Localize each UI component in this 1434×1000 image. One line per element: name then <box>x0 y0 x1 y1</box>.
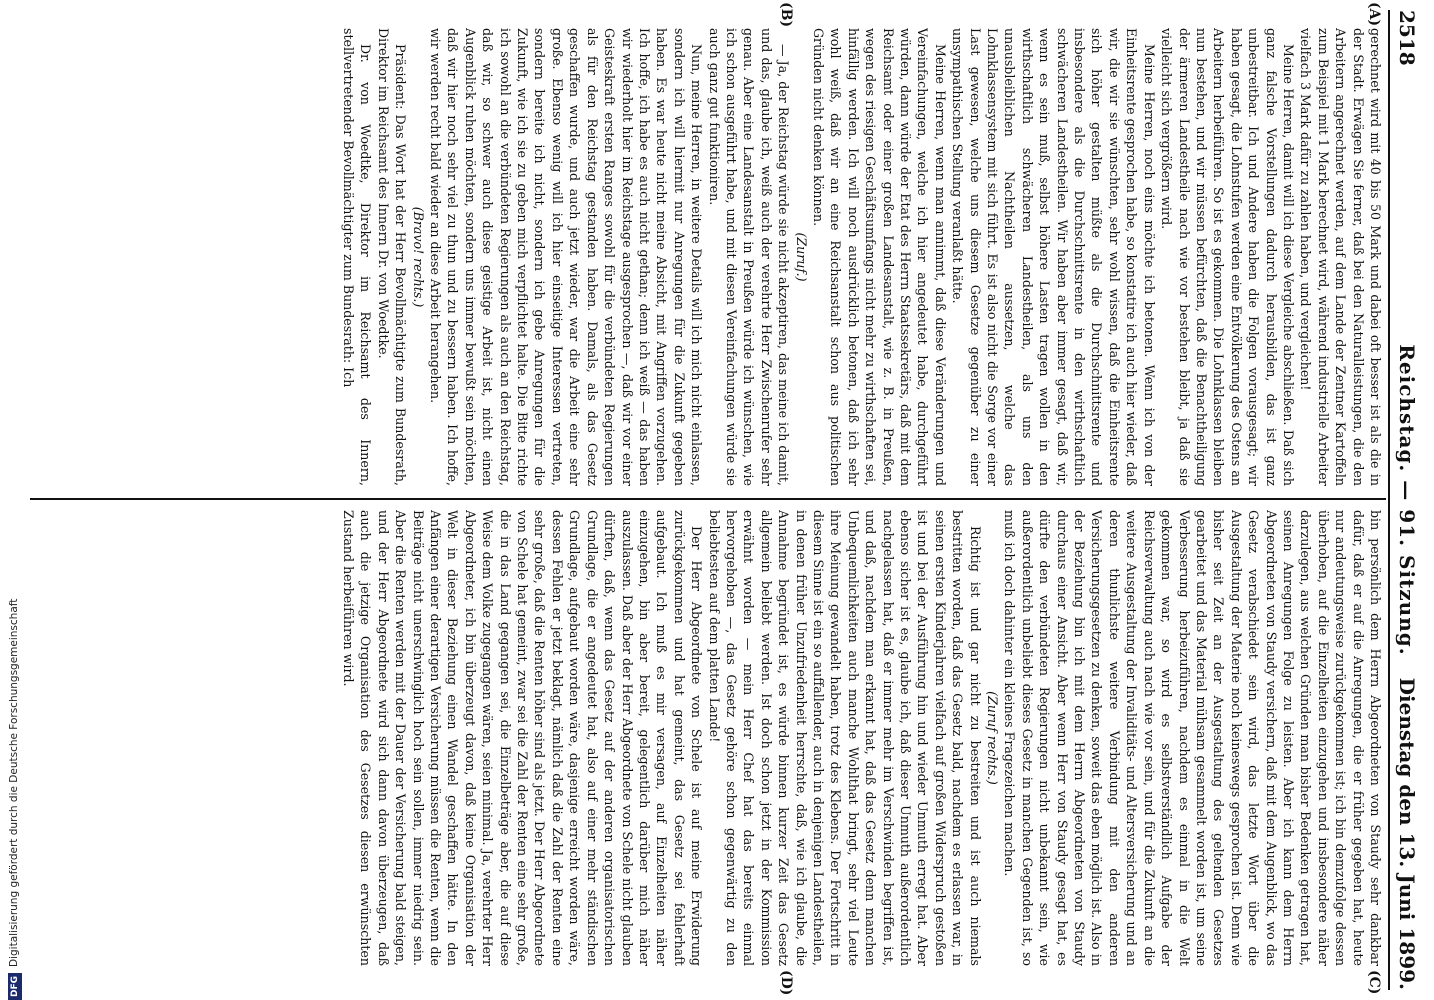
dfg-logo: DFG <box>8 973 22 1000</box>
margin-marker-c: (C) <box>1366 970 1382 995</box>
page-title: Reichstag. — 91. Sitzung. <box>1395 344 1419 656</box>
header-rule <box>1388 10 1390 990</box>
left-column-paragraph: Meine Herren, noch eins möchte ich betonen. Wenn ich von der Einheitsrente gesprochen habe, so konstatire ich auch hier wieder, daß wir, die wir sie wünschten, sehr wohl wissen, daß die Einheitsrente sich höher gestalten müßte als die Durchschnittsrente und insbesondere als die Durchschnittsrente in den wirthschaftlich schwächeren Landestheilen. Wir haben aber immer gesagt, daß wir, wenn es sein muß, selbst höhere Lasten tragen wollen in den wirthschaftlich schwächeren Landestheilen, als uns den unausbleiblichen Nachtheilen aussetzen, welche das Lohnklassensystem mit sich führt. Es ist also nicht die Sorge vor einer Last gewesen, welche uns diesem Gesetze gegenüber zu einer unsympathischen Stellung veranlaßt hätte. <box>950 28 1157 486</box>
session-date: Dienstag den 13. Juni 1899. <box>1395 677 1419 990</box>
left-column-paragraph: Präsident: Das Wort hat der Herr Bevollmächtigte zum Bundesrath, Direktor im Reichsamt des Innern Dr. von Woedtke. <box>375 28 409 486</box>
left-column-paragraph: (Zuruf.) <box>793 232 809 282</box>
left-column-paragraph: (Bravo! rechts.) <box>410 206 426 308</box>
left-column-paragraph: Dr. von Woedtke, Direktor im Reichsamt des Innern, stellvertretender Bevollmächtigter zum Bundesrath: Ich <box>341 28 374 486</box>
left-column-paragraph: gerechnet wird mit 40 bis 50 Mark und dabei oft besser ist als die in der Stadt. Erwägen Sie ferner, daß bei den Naturalleistungen, die den Arbeitern angerechnet werden, auf dem Lande der Zentner Kartoffeln zum Beispiel mit 1 Mark berechnet wird, während industrielle Arbeiter vielfach 3 Mark dafür zu zahlen haben, und vergleichen! <box>1298 28 1383 486</box>
right-column <box>40 510 1384 966</box>
page-header <box>1392 10 1422 990</box>
right-column-paragraph: Richtig ist und gar nicht zu bestreiten und ist auch niemals bestritten worden, daß das Gesetz bald, nachdem es erlassen war, in seinen ersten Kinderjahren vielfach auf großen Widerspruch gestoßen ist und bei der Ausführung hin und wieder Unmuth erregt hat. Aber ebenso sicher ist es, glaube ich, daß dieser Unmuth außerordentlich nachgelassen hat, daß er immer mehr im Verschwinden begriffen ist, und daß, nachdem man erkannt hat, daß das Gesetz denn manchen Unbequemlichkeiten auch manche Wohlthat bringt, sehr viel Leute ihre Meinung gewandelt haben, trotz des Klebens. Der Fortschritt in diesem Sinne ist ein so auffallender, auch in denjenigen Landestheilen, in denen früher Unzufriedenheit herrschte, daß, wie ich glaube, die Annahme begründet ist, es würde binnen kurzer Zeit das Gesetz allgemein beliebt werden. Ist doch schon jetzt in der Kommission erwähnt worden — mein Herr Chef hat das bereits einmal hervorgehoben —, das Gesetz gehöre schon gegenwärtig zu den beliebtesten auf dem platten Lande! <box>706 510 983 966</box>
left-column-paragraph: Meine Herren, wenn man annimmt, daß diese Veränderungen und Vereinfachungen, welche ich hier angedeutet habe, durchgeführt würden, dann würde der Etat des Herrn Staatssekretärs, daß mit dem Reichsamt oder einer großen Landesanstalt, wie z. B. in Preußen, wegen des riesigen Geschäftsumfangs nicht mehr zu wirthschaften sei, hinfällig werden. Ich will noch ausdrücklich betonen, daß ich sehr wohl weiß, daß wir an eine Reichsanstalt schon aus politischen Gründen nicht denken können. <box>811 28 948 486</box>
left-column-paragraph: — Ja, der Reichstag würde sie nicht akzeptiren, das meine ich damit, und das, glaube ich, weiß auch der verehrte Herr Zwischenrufer sehr genau. Aber eine Landesanstalt in Preußen würde ich wünschen, wie ich schon ausgeführt habe, und mit diesen Vereinfachungen würde sie auch ganz gut funktioniren. <box>706 28 792 486</box>
left-column <box>40 28 1384 486</box>
right-column-paragraph: Der Herr Abgeordnete von Schele ist auf meine Erwiderung zurückgekommen und hat gemeint, das Gesetz sei fehlerhaft aufgebaut. Ich muß es mir versagen, auf Einzelheiten näher einzugehen, bin aber bereit, gelegentlich darüber mich näher auszulassen. Daß aber der Herr Abgeordnete von Schele nicht glauben dürften, daß, wenn das Gesetz auf der anderen organisatorischen Grundlage, die er angedeutet hat, also auf einer mehr ständischen Grundlage, aufgebaut worden wäre, dasjenige erreicht worden wäre, dessen Fehlen er jetzt beklagt, nämlich daß die Zahl der Renten eine sehr große, daß die Renten höher sind als jetzt. Der Herr Abgeordnete von Schele hat gemeint, zwar sei die Zahl der Renten eine sehr große, die in das Land gegangen sei, die Einzelbeträge aber, die auf diese Weise dem Volke zugegangen wären, seien minimal. Ja, verehrter Herr Abgeordneter, ich bin überzeugt davon, daß keine Organisation der Welt in dieser Beziehung einen Wandel geschaffen hätte. In den Anfängen einer derartigen Versicherung müssen die Renten, wenn die Beiträge nicht unerschwinglich hoch sein sollen, immer niedrig sein. Aber die Renten werden mit der Dauer der Versicherung bald steigen, und der Herr Abgeordnete wird sich dann davon überzeugen, daß auch die jetzige Organisation des Gesetzes diesen erwünschten Zustand herbeiführen wird. <box>341 510 705 966</box>
margin-marker-a: (A) <box>1366 2 1382 27</box>
right-column-paragraph: bin persönlich dem Herrn Abgeordneten von Staudy sehr dankbar dafür, daß er auf die Anregungen, die er früher gegeben hat, heute nur andeutungsweise zurückgekommen ist; ich bin demzufolge dessen überhoben, auf die Einzelheiten einzugehen und insbesondere näher darzulegen, aus welchen Gründen man bisher Bedenken getragen hat, seinen Anregungen Folge zu leisten. Aber ich kann dem Herrn Abgeordneten von Staudy versichern, daß mit dem Augenblick, wo das Gesetz verabschiedet sein wird, das letzte Wort über die Ausgestaltung der Materie noch keineswegs gesprochen ist. Denn wie bisher seit Zeit an der Ausgestaltung des geltenden Gesetzes gearbeitet und das Material mühsam gesammelt worden ist, um seine Verbesserung herbeizuführen, nachdem es einmal in die Welt gekommen war, so wird es selbstverständlich Aufgabe der Reichsverwaltung auch nach wie vor sein, und für die Zukunft an die weitere Ausgestaltung der Invaliditäts- und Altersversicherung und an deren thunlichste weitere Verbindung mit den anderen Versicherungsgesetzen zu denken, soweit das eben möglich ist. Also in der Beziehung bin ich mit dem Herrn Abgeordneten von Staudy durchaus einer Ansicht. Aber wenn Herr von Staudy gesagt hat, es dürfte den verbündeten Regierungen nicht unbekannt sein, wie außerordentlich unbeliebt dieses Gesetz in manchen Gegenden ist, so muß ich doch dahinter ein kleines Fragezeichen machen. <box>1002 510 1383 966</box>
left-column-paragraph: Meine Herren, damit will ich diese Vergleiche abschließen. Daß sich ganz falsche Vorstellungen dadurch herausbilden, das ist ganz unbestreitbar. Ich und Andere haben die Folgen vorausgesagt; wir haben gesagt, die Lohnstufen werden eine Entvölkerung des Ostens an Arbeitern herbeiführen. So ist es gekommen. Die Lohnklassen bleiben nun bestehen, und wir müssen befürchten, daß die Benachtheiligung der ärmeren Landestheile nach wie vor bestehen bleibt, ja daß sie vielleicht sich vergrößern wird. <box>1159 28 1296 486</box>
margin-marker-d: (D) <box>778 970 794 996</box>
margin-marker-b: (B) <box>778 2 794 28</box>
digitization-footer <box>4 0 24 1000</box>
right-column-paragraph: (Zuruf rechts.) <box>985 691 1001 785</box>
footer-text: Digitalisierung gefördert durch die Deutsche Forschungsgemeinschaft <box>8 598 20 967</box>
column-divider <box>30 498 1386 500</box>
left-column-paragraph: Nun, meine Herren, in weitere Details will ich mich nicht einlassen, sondern ich will hiermit nur Anregungen für die Zukunft gegeben haben. Es war heute nicht meine Absicht, mit Angriffen vorzugehen. Ich hoffe, ich habe es auch nicht gethan; denn ich weiß — das haben wir wiederholt hier im Reichstage ausgesprochen —, daß wir vor einer Geisteskraft ersten Ranges sowohl für die verbündeten Regierungen als für den Reichstag gestanden haben. Damals, als das Gesetz geschaffen wurde, und auch jetzt wieder, war die Arbeit eine sehr große. Ebenso wenig will ich hier einseitige Interessen vertreten, sondern bereite ich nicht, sondern ich gebe Anregungen für die Zukunft, wie ich sie zu geben mich verpflichtet halte. Die Bitte richte ich sowohl an die verbündeten Regierungen als auch an den Reichstag, daß wir, so schwer auch diese geistige Arbeit ist, nicht einen Augenblick ruhen möchten, sondern uns immer bewußt sein möchten, daß wir hier noch sehr viel zu thun und zu bessern haben. Ich hoffe, wir werden recht bald wieder an diese Arbeit herangehen. <box>428 28 705 486</box>
page-number: 2518 <box>1395 10 1419 66</box>
